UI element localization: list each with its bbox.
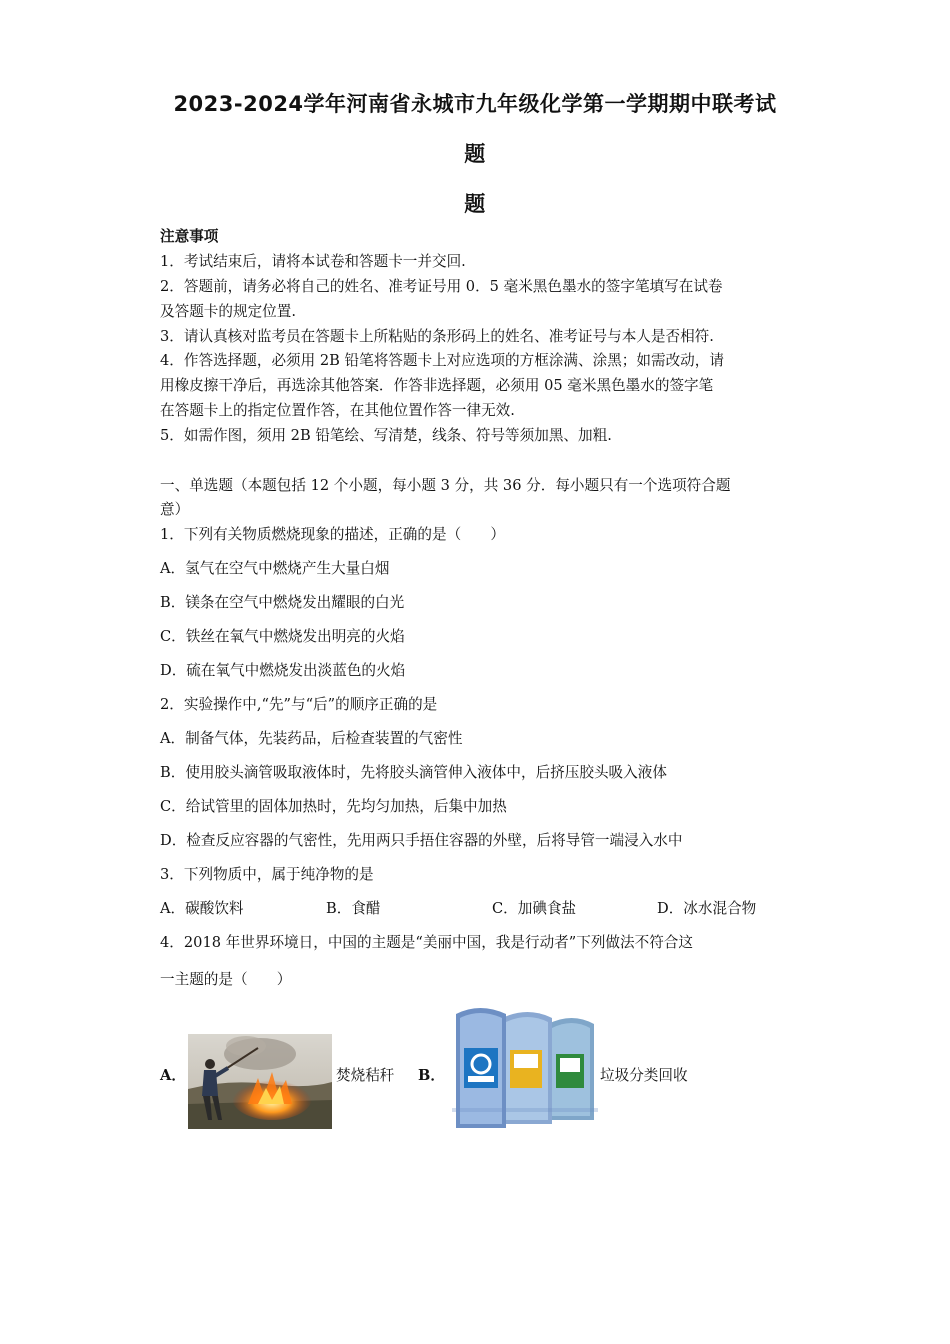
q4-option-a-text: 焚烧秸秆 [336,1067,395,1084]
burning-straw-illustration [188,1034,332,1129]
q1-option-d: D．硫在氧气中燃烧发出淡蓝色的火焰 [160,662,406,679]
q4-option-b-text: 垃圾分类回收 [600,1067,688,1084]
notice-line-6: 用橡皮擦干净后，再选涂其他答案．作答非选择题，必须用 05 毫米黑色墨水的签字笔 [160,377,714,394]
notice-line-1: 1．考试结束后，请将本试卷和答题卡一并交回. [160,253,466,270]
recycling-bins-image [452,1008,598,1130]
exam-title-line3: 题 [464,192,486,216]
q3-stem: 3．下列物质中，属于纯净物的是 [160,866,374,883]
q3-option-b: B．食醋 [326,900,381,917]
q2-option-d: D．检查反应容器的气密性，先用两只手捂住容器的外壁，后将导管一端浸入水中 [160,832,683,849]
section1-heading-line1: 一、单选题（本题包括 12 个小题，每小题 3 分，共 36 分．每小题只有一个选项符合题 [160,477,731,494]
notice-line-4: 3．请认真核对监考员在答题卡上所粘贴的条形码上的姓名、准考证号与本人是否相符. [160,328,714,345]
notice-line-5: 4．作答选择题，必须用 2B 铅笔将答题卡上对应选项的方框涂满、涂黑；如需改动，请 [160,352,724,369]
recycling-bins-illustration [452,1008,598,1130]
q3-option-c: C．加碘食盐 [492,900,577,917]
q4-stem-line2: 一主题的是（ ） [160,971,292,988]
notice-heading: 注意事项 [160,228,219,245]
q4-stem-line1: 4．2018 年世界环境日，中国的主题是“美丽中国，我是行动者”下列做法不符合这 [160,934,693,951]
exam-title-line1: 2023-2024学年河南省永城市九年级化学第一学期期中联考试 [173,92,777,116]
notice-line-3: 及答题卡的规定位置. [160,303,296,320]
q3-option-d: D．冰水混合物 [657,900,757,917]
q3-option-a: A．碳酸饮料 [160,900,244,917]
notice-line-2: 2．答题前，请务必将自己的姓名、准考证号用 0．5 毫米黑色墨水的签字笔填写在试卷 [160,278,723,295]
q2-option-c: C．给试管里的固体加热时，先均匀加热，后集中加热 [160,798,507,815]
q1-option-b: B．镁条在空气中燃烧发出耀眼的白光 [160,594,405,611]
notice-line-7: 在答题卡上的指定位置作答，在其他位置作答一律无效. [160,402,515,419]
notice-line-8: 5．如需作图，须用 2B 铅笔绘、写清楚，线条、符号等须加黑、加粗. [160,427,612,444]
q2-option-a: A．制备气体，先装药品，后检查装置的气密性 [160,730,463,747]
q1-stem: 1．下列有关物质燃烧现象的描述，正确的是（ ） [160,526,505,543]
section1-heading-line2: 意） [160,501,190,518]
exam-title-line2: 题 [464,142,486,166]
q2-option-b: B．使用胶头滴管吸取液体时，先将胶头滴管伸入液体中，后挤压胶头吸入液体 [160,764,667,781]
burning-straw-image [188,1034,332,1129]
q4-option-b-letter: B． [418,1067,445,1084]
q1-option-a: A．氢气在空气中燃烧产生大量白烟 [160,560,390,577]
q1-option-c: C．铁丝在氧气中燃烧发出明亮的火焰 [160,628,405,645]
q4-option-a-letter: A． [160,1067,186,1084]
q2-stem: 2．实验操作中,“先”与“后”的顺序正确的是 [160,696,438,713]
